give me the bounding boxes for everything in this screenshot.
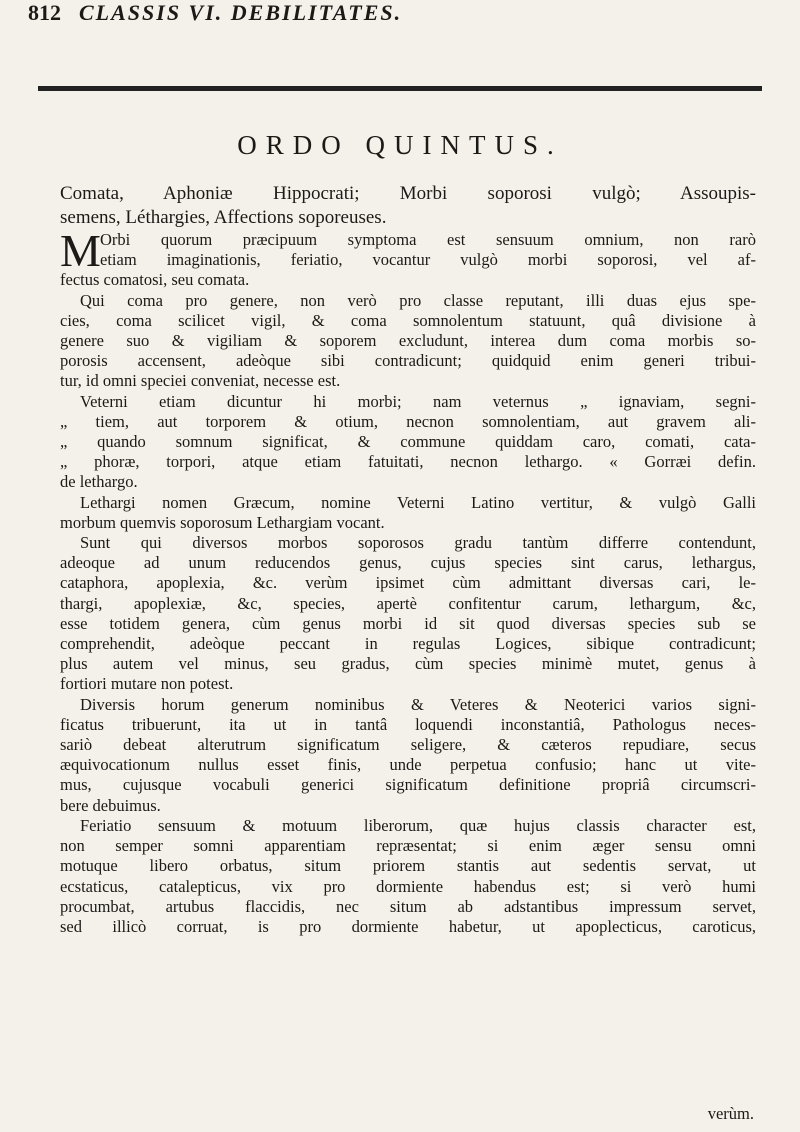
text-line: Sunt qui diversos morbos soporosos gradu tantùm differre contendunt,: [80, 533, 756, 553]
text-line: Diversis horum generum nominibus & Veteres & Neoterici varios signi-: [80, 694, 756, 714]
text-line: porosis accensent, adeòque sibi contradicunt; quidquid enim generi tribui-: [60, 351, 756, 371]
page-number: 812: [28, 0, 61, 25]
text-line: fectus comatosi, seu comata.: [60, 270, 250, 290]
drop-cap-letter: M: [60, 225, 101, 276]
text-line: morbum quemvis soporosum Lethargiam vocant.: [60, 512, 385, 532]
running-head: [28, 0, 772, 34]
text-line: „ quando somnum significat, & commune quiddam caro, comati, cata-: [60, 432, 756, 452]
text-line: æquivocationum nullus esset finis, unde perpetua confusio; hanc ut vite-: [60, 755, 756, 775]
text-line: Lethargi nomen Græcum, nomine Veterni Latino vertitur, & vulgò Galli: [80, 492, 756, 512]
text-line: comprehendit, adeòque peccant in regulas Logices, sibique contradicunt;: [60, 634, 756, 654]
text-line: cataphora, apoplexia, &c. verùm ipsimet cùm admittant diversas cari, le-: [60, 573, 756, 593]
text-line: fortiori mutare non potest.: [60, 674, 234, 694]
text-line: adeoque ad unum reducendos genus, cujus species sint carus, lethargus,: [60, 553, 756, 573]
text-line: thargi, apoplexiæ, &c, species, apertè confitentur carum, lethargum, &c,: [60, 593, 756, 613]
text-line: motuque libero orbatus, situm priorem stantis aut sedentis servat, ut: [60, 856, 756, 876]
text-line: Orbi quorum præcipuum symptoma est sensuum omnium, non rarò: [100, 230, 756, 249]
text-line: Qui coma pro genere, non verò pro classe reputant, illi duas ejus spe-: [80, 290, 756, 310]
text-line: semens, Léthargies, Affections soporeuses.: [60, 207, 387, 228]
text-line: Comata, Aphoniæ Hippocrati; Morbi soporosi vulgò; Assoupis-: [60, 183, 756, 204]
text-line: etiam imaginationis, feriatio, vocantur vulgò morbi soporosi, vel af-: [100, 250, 756, 270]
catchword: verùm.: [707, 1104, 754, 1123]
text-line: mus, cujusque vocabuli generici significatum definitione propriâ circumscri-: [60, 775, 756, 795]
text-line: ficatus tribuerunt, ita ut in tantâ loquendi inconstantiâ, Pathologus neces-: [60, 714, 756, 734]
drop-cap-paragraph-start: [60, 225, 756, 276]
text-line: sed illicò corruat, is pro dormiente habetur, ut apoplecticus, caroticus,: [60, 916, 756, 936]
text-line: de lethargo.: [60, 472, 138, 492]
text-line: Feriatio sensuum & motuum liberorum, quæ hujus classis character est,: [80, 815, 756, 835]
text-line: plus autem vel minus, seu gradus, cùm species minimè mutet, genus à: [60, 654, 756, 674]
text-line: cies, coma scilicet vigil, & coma somnolentum statuunt, quâ divisione à: [60, 310, 756, 330]
text-line: „ tiem, aut torporem & otium, necnon somnolentiam, aut gravem ali-: [60, 411, 756, 431]
text-line: bere debuimus.: [60, 795, 161, 815]
text-line: sariò debeat alterutrum significatum seligere, & cæteros repudiare, secus: [60, 735, 756, 755]
text-line: procumbat, artubus flaccidis, nec situm ab adstantibus impressum servet,: [60, 896, 756, 916]
ornamental-rule: [38, 86, 762, 91]
text-line: esse totidem genera, cùm genus morbi id sit quod diversas species sub se: [60, 613, 756, 633]
text-line: non semper somni apparentiam repræsentat; si enim æger sensu omni: [60, 836, 756, 856]
body-text: [60, 182, 756, 937]
running-title: CLASSIS VI. DEBILITATES.: [79, 0, 403, 25]
section-title: ORDO QUINTUS.: [237, 130, 563, 160]
text-line: tur, id omni speciei conveniat, necesse est.: [60, 371, 341, 391]
text-line: „ phoræ, torpori, atque etiam fatuitati, necnon lethargo. « Gorræi defin.: [60, 452, 756, 472]
text-line: genere suo & vigiliam & soporem excludunt, interea dum coma morbis so-: [60, 331, 756, 351]
text-line: Veterni etiam dicuntur hi morbi; nam veternus „ ignaviam, segni-: [80, 391, 756, 411]
text-line: ecstaticus, catalepticus, vix pro dormiente habendus est; si verò humi: [60, 876, 756, 896]
